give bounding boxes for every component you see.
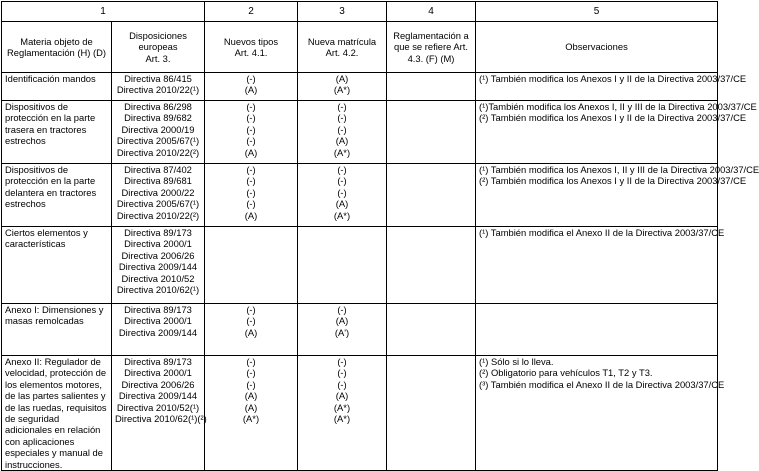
directiva-line: Directiva 2010/52(¹) <box>116 401 200 413</box>
nuevos-tipos-value: (-) <box>246 164 256 175</box>
directiva-line: Directiva 2010/22(²) <box>116 209 200 221</box>
nueva-matricula-value: (A) <box>335 73 349 84</box>
header-disposiciones-line: Disposiciones <box>129 29 187 41</box>
header-materia <box>2 22 112 73</box>
header-disposiciones-line: europeas <box>138 41 178 53</box>
nueva-matricula-value: (A*) <box>333 401 351 413</box>
nueva-matricula-value: (A*) <box>333 209 351 221</box>
header-row <box>2 22 718 73</box>
directiva-line: Directiva 2010/22(²) <box>116 146 200 158</box>
materia-cell <box>2 73 112 101</box>
materia-cell <box>2 164 112 227</box>
nueva-matricula-value: (A*) <box>333 146 351 158</box>
nueva-matricula-value: (A*) <box>333 413 351 425</box>
header-observaciones <box>476 22 718 73</box>
table-row <box>2 164 718 227</box>
header-nueva-matricula-line: Nueva matrícula <box>307 35 377 47</box>
nuevos-tipos-value: (A) <box>244 326 258 338</box>
nueva-matricula-value: (-) <box>337 378 347 390</box>
nuevos-tipos-cell <box>205 356 298 471</box>
nueva-matricula-cell <box>298 73 387 101</box>
nuevos-tipos-value: (A) <box>244 390 258 402</box>
header-disposiciones <box>112 22 205 73</box>
nuevos-tipos-value: (-) <box>246 135 256 147</box>
header-nuevos-tipos-line: Art. 4.1. <box>234 47 268 58</box>
nuevos-tipos-value: (-) <box>246 186 256 198</box>
observacion-line: (³) También modifica el Anexo II de la Directiva 2003/37/CE <box>479 378 725 390</box>
nueva-matricula-value: (-) <box>337 123 347 135</box>
nuevos-tipos-cell <box>205 304 298 356</box>
nuevos-tipos-value: (-) <box>246 198 256 210</box>
materia-text: Dispositivos de protección en la parte trasera en tractores estrechos <box>5 101 96 147</box>
nuevos-tipos-value: (A*) <box>242 413 260 425</box>
reglamentacion-cell <box>387 164 476 227</box>
directivas-cell <box>112 356 205 471</box>
table-row <box>2 304 718 356</box>
directiva-line: Directiva 2009/144 <box>118 390 198 402</box>
column-number-3: 3 <box>298 2 387 22</box>
observacion-line: (¹) También modifica los Anexos I, II y III de la Directiva 2003/37/CE <box>479 164 759 175</box>
nuevos-tipos-value: (A) <box>244 146 258 158</box>
nueva-matricula-cell <box>298 356 387 471</box>
materia-text: Identificación mandos <box>5 73 96 84</box>
header-nuevos-tipos <box>205 22 298 73</box>
directiva-line: Directiva 89/173 <box>124 356 192 367</box>
observaciones-cell <box>476 304 718 356</box>
observacion-line: (¹)También modifica los Anexos I, II y III de la Directiva 2003/37/CE <box>479 101 757 112</box>
directiva-line: Directiva 86/415 <box>124 73 192 84</box>
directiva-line: Directiva 87/402 <box>124 164 192 175</box>
nueva-matricula-value: (A) <box>335 135 349 147</box>
header-reglamentacion-line: 4.3. (F) (M) <box>407 52 455 64</box>
materia-text: Dispositivos de protección en la parte delantera en tractores estrechos <box>5 164 97 210</box>
header-nueva-matricula <box>298 22 387 73</box>
nueva-matricula-value: (-) <box>337 164 347 175</box>
directiva-line: Directiva 2006/26 <box>121 249 195 261</box>
nuevos-tipos-cell <box>205 101 298 164</box>
directiva-line: Directiva 2000/1 <box>124 315 192 327</box>
nueva-matricula-value: (-) <box>337 304 347 315</box>
nuevos-tipos-value: (-) <box>246 123 256 135</box>
directiva-line: Directiva 2006/26 <box>121 378 195 390</box>
observacion-line: (¹) Sólo si lo lleva. <box>479 356 554 367</box>
nuevos-tipos-value: (-) <box>246 304 256 315</box>
header-reglamentacion <box>387 22 476 73</box>
nuevos-tipos-value: (-) <box>246 356 256 367</box>
directiva-line: Directiva 86/298 <box>124 101 192 112</box>
nuevos-tipos-value: (-) <box>246 101 256 112</box>
header-nuevos-tipos-line: Nuevos tipos <box>223 35 279 47</box>
nuevos-tipos-value: (-) <box>246 175 256 187</box>
nueva-matricula-value: (-) <box>337 101 347 112</box>
observacion-line: (²) También modifica los Anexos I y II de la Directiva 2003/37/CE <box>479 175 747 187</box>
nuevos-tipos-value: (A) <box>244 209 258 221</box>
directiva-line: Directiva 2010/22(¹) <box>116 84 200 96</box>
column-number-2: 2 <box>205 2 298 22</box>
directivas-cell <box>112 227 205 304</box>
observacion-line: (²) También modifica los Anexos I y II de la Directiva 2003/37/CE <box>479 112 747 124</box>
nuevos-tipos-value: (-) <box>246 73 256 84</box>
header-reglamentacion-line: Reglamentación a <box>393 29 469 41</box>
materia-cell <box>2 304 112 356</box>
nuevos-tipos-value: (-) <box>246 315 256 327</box>
directiva-line: Directiva 89/681 <box>124 175 192 187</box>
reglamentacion-cell <box>387 73 476 101</box>
directiva-line: Directiva 2000/19 <box>121 123 195 135</box>
nueva-matricula-cell <box>298 101 387 164</box>
nueva-matricula-value: (-) <box>337 175 347 187</box>
nuevos-tipos-cell <box>205 227 298 304</box>
observaciones-cell <box>476 101 757 164</box>
directiva-line: Directiva 2009/144 <box>118 326 198 338</box>
directiva-line: Directiva 2000/22 <box>121 186 195 198</box>
directiva-line: Directiva 2010/62(¹)(²) <box>115 413 207 425</box>
nueva-matricula-cell <box>298 227 387 304</box>
nueva-matricula-value: (A*) <box>333 84 351 96</box>
nueva-matricula-value: (-) <box>337 367 347 379</box>
materia-text: Anexo I: Dimensiones y masas remolcadas <box>5 304 104 327</box>
header-reglamentacion-line: que se refiere Art. <box>394 41 468 53</box>
nuevos-tipos-value: (A) <box>244 84 258 96</box>
materia-cell <box>2 101 112 164</box>
observacion-line: (¹) También modifica los Anexos I y II de la Directiva 2003/37/CE <box>479 73 747 84</box>
materia-text: Anexo II: Regulador de velocidad, protección de los elementos motores, de las partes salientes y de las ruedas, requisitos de seguridad adicionales en relación con aplicaciones especiales y manual de instrucciones. <box>5 356 107 470</box>
directivas-cell <box>112 304 205 356</box>
nueva-matricula-value: (-) <box>337 112 347 124</box>
directiva-line: Directiva 89/682 <box>124 112 192 124</box>
nueva-matricula-value: (A) <box>335 390 349 402</box>
materia-cell <box>2 227 112 304</box>
reglamentacion-cell <box>387 356 476 471</box>
nueva-matricula-value: (-) <box>337 186 347 198</box>
observaciones-cell <box>476 356 725 471</box>
header-materia-line: Materia objeto de <box>20 35 93 47</box>
nueva-matricula-cell <box>298 304 387 356</box>
directivas-cell <box>112 164 205 227</box>
reglamentacion-cell <box>387 227 476 304</box>
nueva-matricula-value: (-) <box>337 356 347 367</box>
column-number-5: 5 <box>476 2 718 22</box>
directiva-line: Directiva 2009/144 <box>118 261 198 273</box>
table-body <box>2 73 759 471</box>
regulation-table <box>1 1 759 471</box>
reglamentacion-cell <box>387 101 476 164</box>
reglamentacion-cell <box>387 304 476 356</box>
nueva-matricula-cell <box>298 164 387 227</box>
directivas-cell <box>112 101 205 164</box>
nuevos-tipos-value: (-) <box>246 367 256 379</box>
observacion-line: (¹) También modifica el Anexo II de la Directiva 2003/37/CE <box>479 227 725 238</box>
observaciones-cell <box>476 227 725 304</box>
header-observaciones-line: Observaciones <box>565 41 628 53</box>
nueva-matricula-value: (A') <box>334 326 350 338</box>
header-materia-line: Reglamentación (H) (D) <box>7 47 106 58</box>
column-number-1: 1 <box>2 2 205 22</box>
directivas-cell <box>112 73 205 101</box>
directiva-line: Directiva 89/173 <box>124 304 192 315</box>
directiva-line: Directiva 2010/62(¹) <box>116 284 200 296</box>
directiva-line: Directiva 2000/1 <box>124 238 192 250</box>
table-row <box>2 101 718 164</box>
column-number-4: 4 <box>387 2 476 22</box>
nuevos-tipos-value: (A) <box>244 401 258 413</box>
directiva-line: Directiva 2010/52 <box>121 272 195 284</box>
observacion-line: (²) Obligatorio para vehículos T1, T2 y T3. <box>479 367 653 379</box>
materia-text: Ciertos elementos y características <box>5 227 88 250</box>
nueva-matricula-value: (A) <box>335 315 349 327</box>
header-nueva-matricula-line: Art. 4.2. <box>325 47 359 58</box>
table-row <box>2 73 718 101</box>
nuevos-tipos-cell <box>205 164 298 227</box>
nueva-matricula-value: (A) <box>335 198 349 210</box>
table-row <box>2 356 718 471</box>
header-disposiciones-line: Art. 3. <box>145 52 171 64</box>
directiva-line: Directiva 2005/67(¹) <box>116 198 200 210</box>
directiva-line: Directiva 89/173 <box>124 227 192 238</box>
directiva-line: Directiva 2000/1 <box>124 367 192 379</box>
nuevos-tipos-value: (-) <box>246 112 256 124</box>
nuevos-tipos-value: (-) <box>246 378 256 390</box>
column-number-row <box>2 2 718 22</box>
table-row <box>2 227 718 304</box>
observaciones-cell <box>476 164 759 227</box>
observaciones-cell <box>476 73 747 101</box>
directiva-line: Directiva 2005/67(¹) <box>116 135 200 147</box>
nuevos-tipos-cell <box>205 73 298 101</box>
materia-cell <box>2 356 112 471</box>
